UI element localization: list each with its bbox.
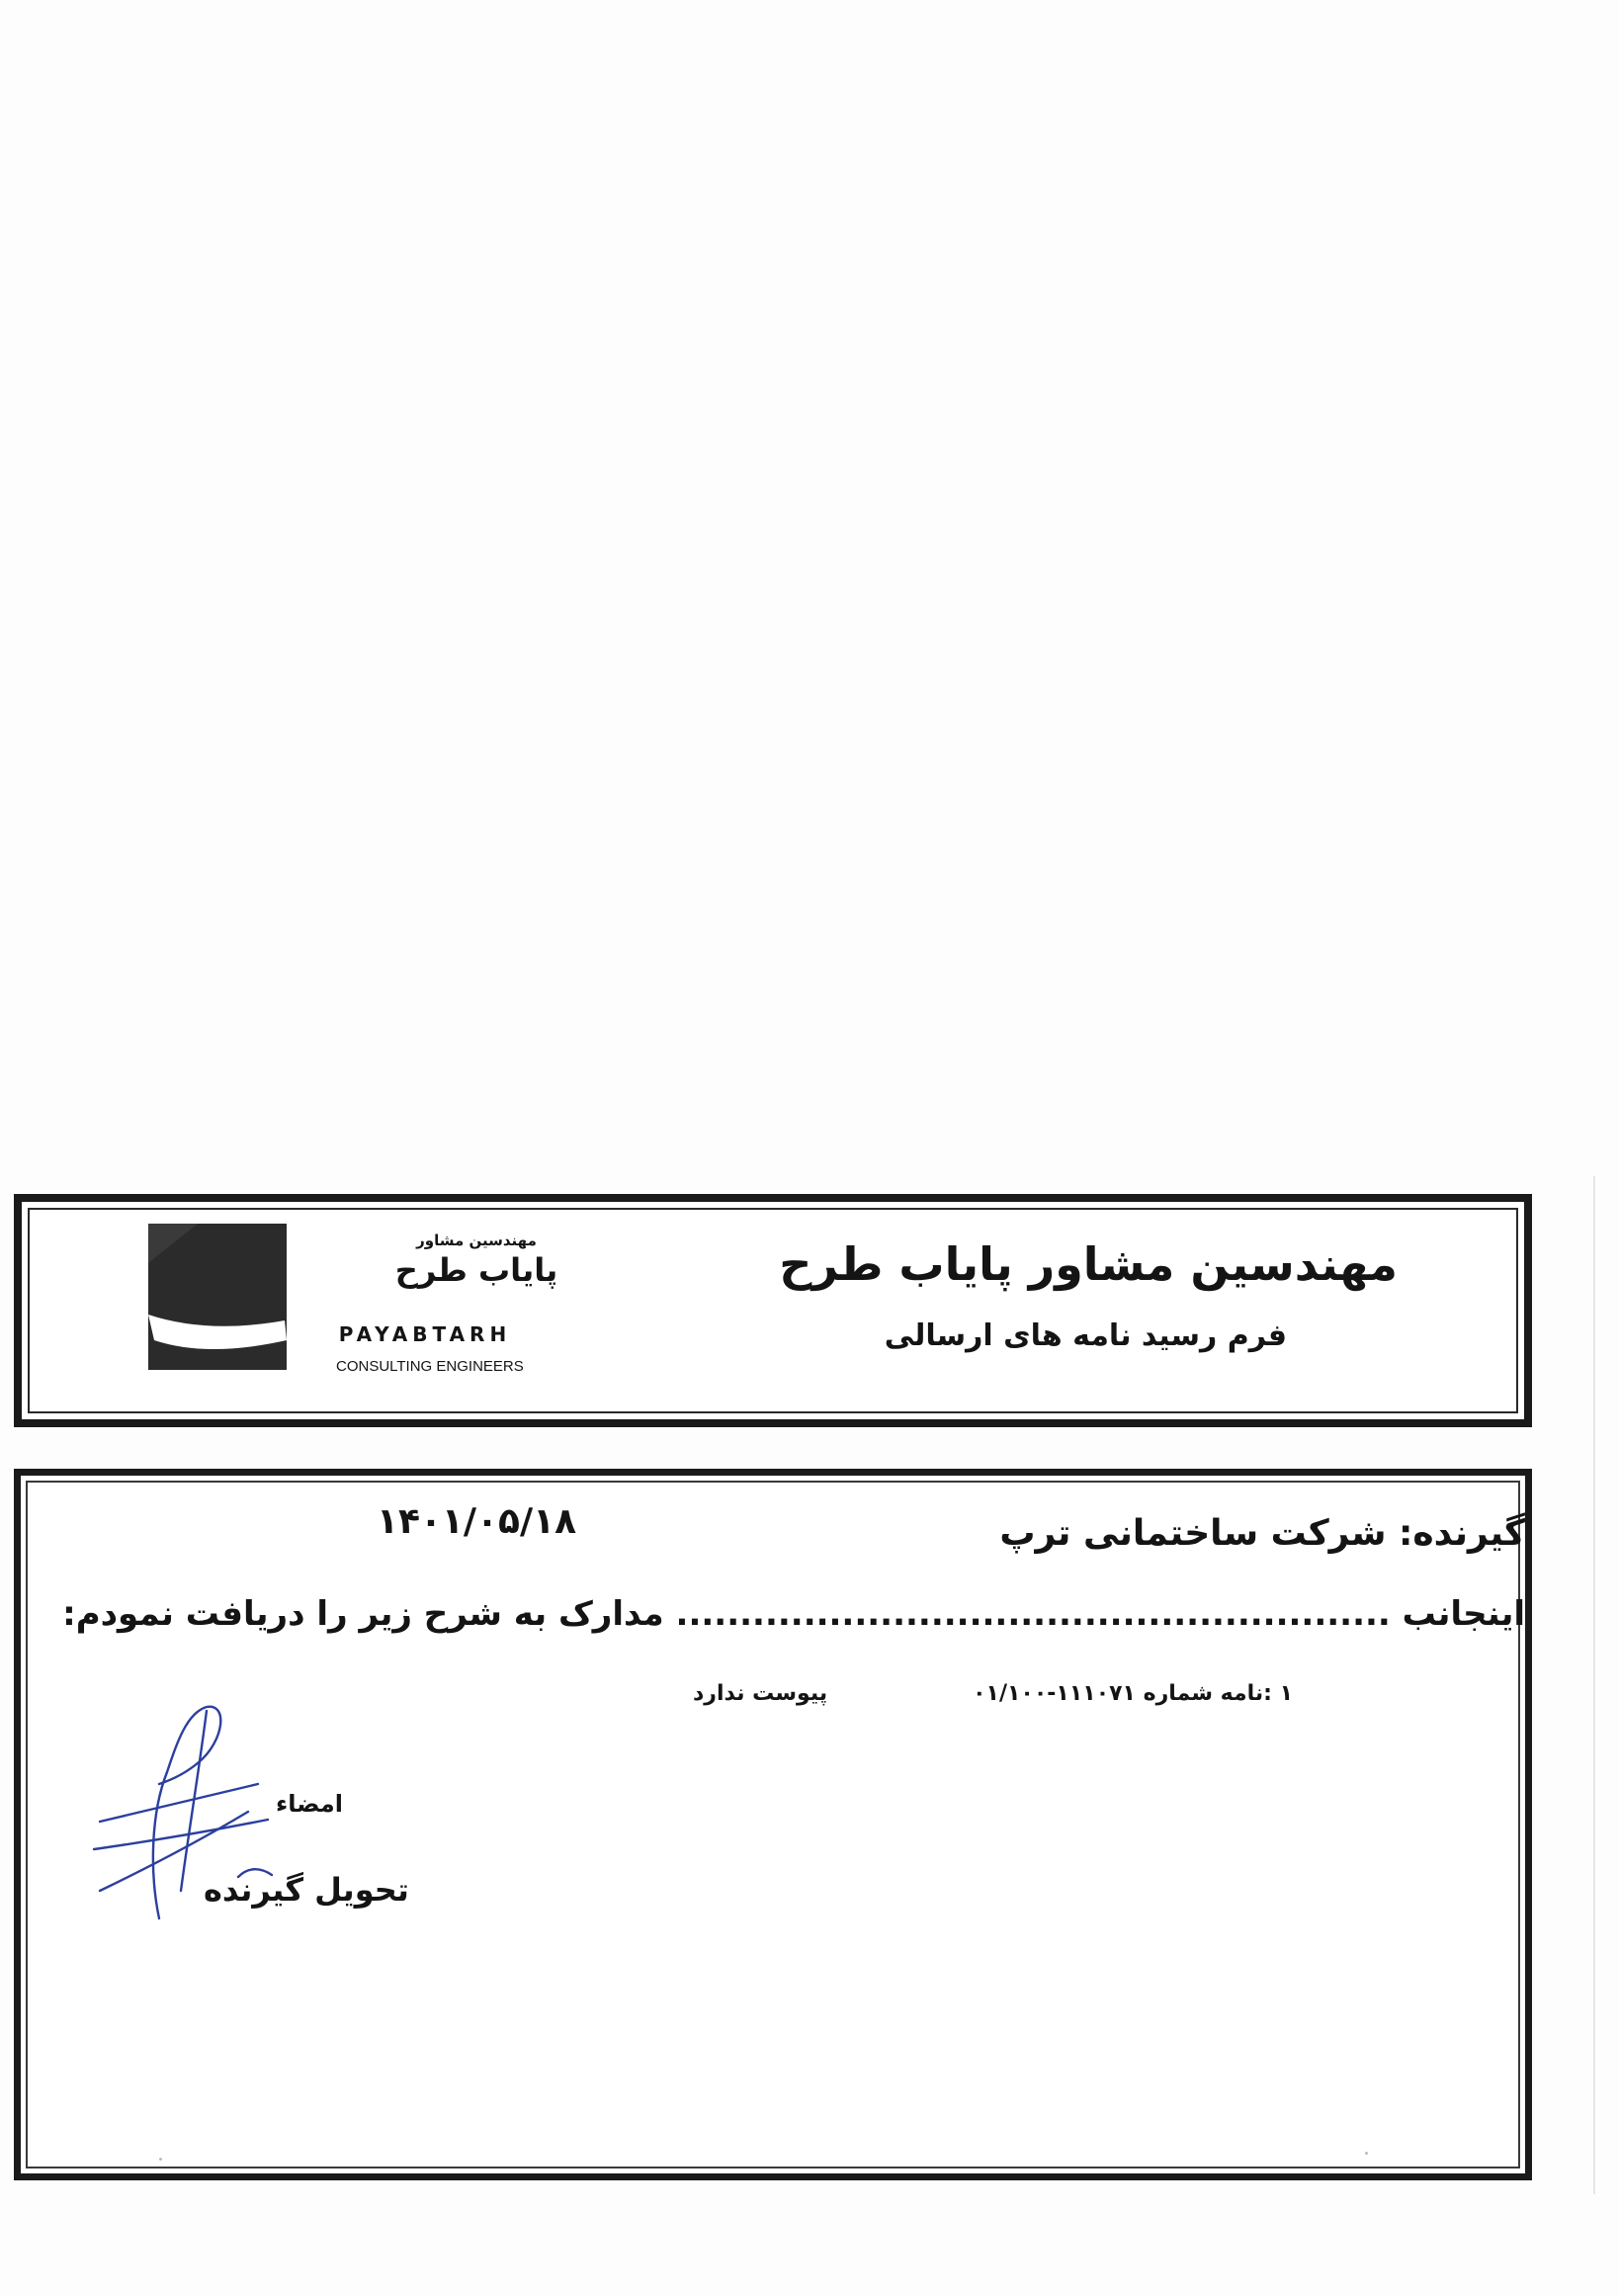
- scan-speck: [159, 2158, 162, 2161]
- logo-english-subtitle: CONSULTING ENGINEERS: [336, 1358, 524, 1375]
- receiver-label: تحویل گیرنده: [204, 1871, 409, 1909]
- logo-english-name: PAYABTARH: [338, 1322, 512, 1346]
- header-box: [14, 1194, 1532, 1427]
- scan-speck: [1365, 2152, 1368, 2155]
- form-title: فرم رسید نامه های ارسالی: [884, 1318, 1287, 1353]
- receipt-date: ۱۴۰۱/۰۵/۱۸: [377, 1501, 577, 1542]
- signature-label: امضاء: [276, 1790, 344, 1818]
- attachment-note: پیوست ندارد: [693, 1681, 828, 1706]
- logo-persian-name: پایاب طرح: [394, 1251, 558, 1289]
- logo-persian-subtitle: مهندسین مشاور: [416, 1232, 537, 1249]
- payabtarh-logo-mark: [148, 1224, 287, 1370]
- recipient-line: گیرنده: شرکت ساختمانی ترپ: [999, 1513, 1525, 1554]
- scan-edge: [1593, 1176, 1595, 2194]
- letter-item: ۱ :نامه شماره ۱۱۱۰۷۱-۰۱/۱۰۰: [973, 1681, 1293, 1706]
- receipt-statement: اینجانب ........................................................ مدارک به شرح زیر را دریافت نمودم:: [62, 1594, 1525, 1634]
- receipt-body-box: [14, 1469, 1532, 2180]
- company-title: مهندسین مشاور پایاب طرح: [779, 1237, 1398, 1291]
